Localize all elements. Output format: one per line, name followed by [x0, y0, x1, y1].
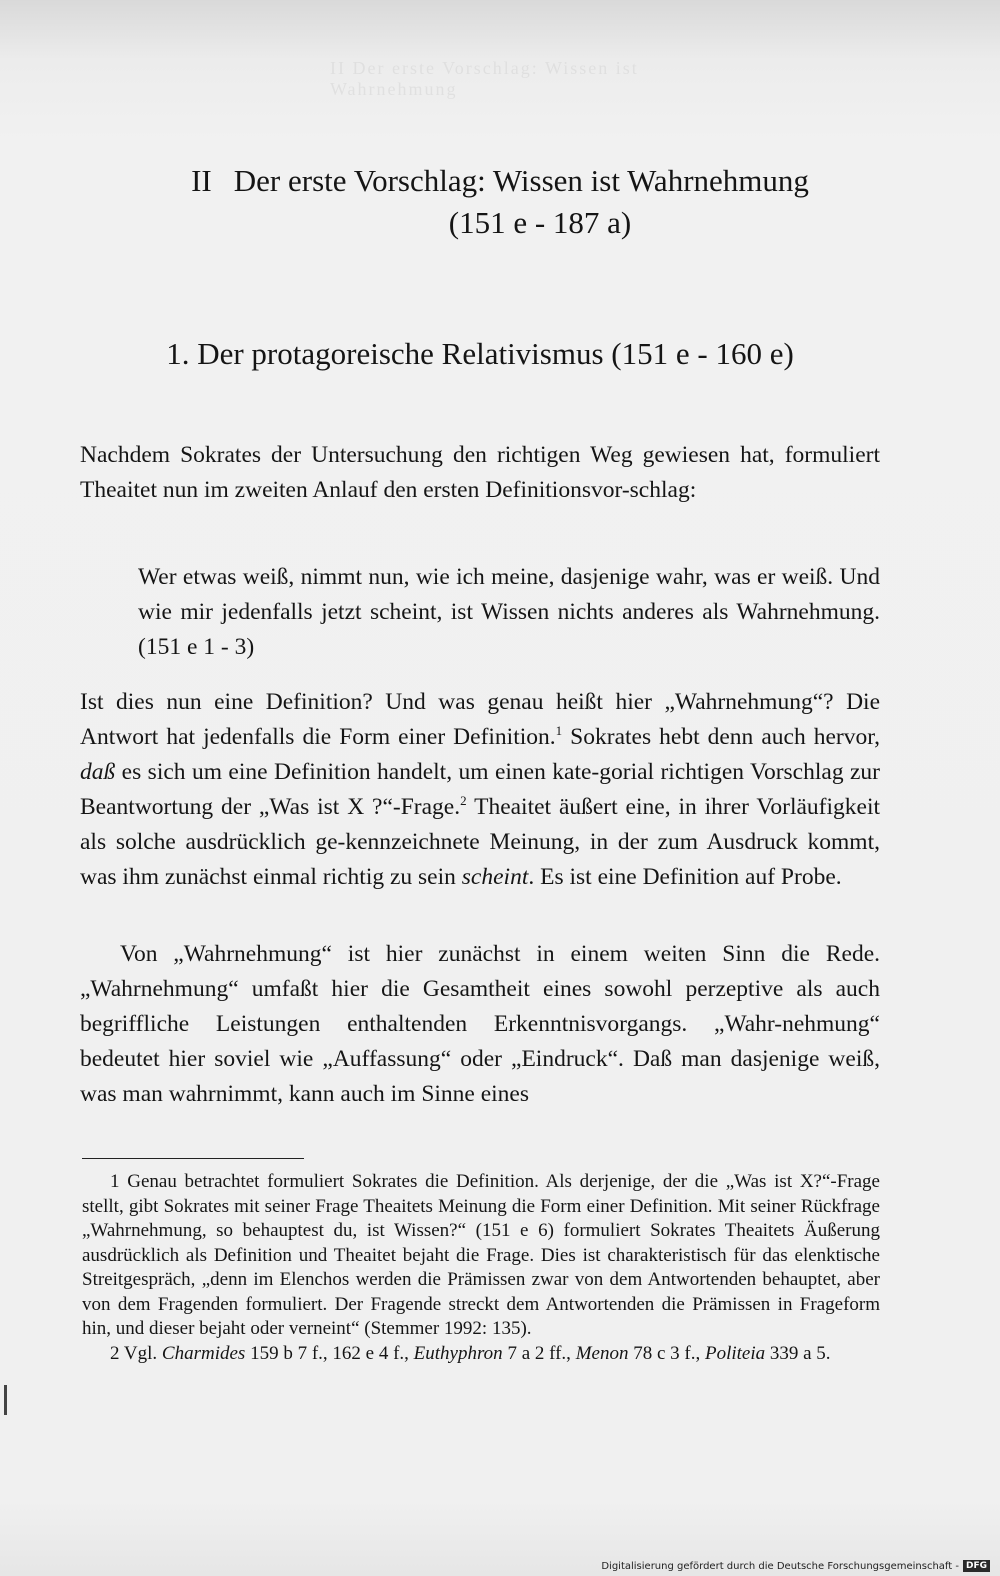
- footnote-ref-2: 2: [460, 793, 467, 809]
- chapter-range: (151 e - 187 a): [448, 205, 632, 240]
- footnote-text: 2 Vgl.: [110, 1342, 162, 1364]
- paragraph-wahrnehmung: Von „Wahrnehmung“ ist hier zunächst in einem weiten Sinn die Rede. „Wahrnehmung“ umfaßt hier die Gesamtheit eines sowohl perzeptive als auch begriffliche Leistungen enthaltenden Erkenntnisvorgangs. „Wahr-nehmung“ bedeutet hier soviel wie „Auffassung“ oder „Eindruck“. Daß man dasjenige weiß, was man wahrnimmt, kann auch im Sinne eines: [80, 941, 880, 1107]
- chapter-number: II: [191, 163, 212, 198]
- work-title: Charmides: [161, 1342, 246, 1364]
- chapter-title-text: Der erste Vorschlag: Wissen ist Wahrnehmung: [233, 163, 809, 198]
- paragraph-text: Ist dies nun eine Definition? Und was genau heißt hier „Wahrnehmung“? Die Antwort hat jedenfalls die Form einer Definition.: [80, 689, 880, 750]
- paragraph-text: es sich um eine Definition handelt, um einen kate-gorial richtigen Vorschlag zur Beantwortung der „Was ist X ?“-Frage.: [80, 759, 880, 820]
- section-title: 1. Der protagoreische Relativismus (151 e - 160 e): [166, 336, 794, 371]
- footnote-ref-1: 1: [555, 723, 563, 739]
- work-title: Menon: [575, 1342, 629, 1364]
- footnote-text: 339 a 5.: [765, 1342, 831, 1364]
- block-quote: Wer etwas weiß, nimmt nun, wie ich meine, dasjenige wahr, was er weiß. Und wie mir jedenfalls jetzt scheint, ist Wissen nichts anderes als Wahrnehmung. (151 e 1 - 3): [138, 564, 880, 660]
- footnote-text: 78 c 3 f.,: [628, 1342, 705, 1364]
- paragraph-intro: Nachdem Sokrates der Untersuchung den richtigen Weg gewiesen hat, formuliert Theaitet nun im zweiten Anlauf den ersten Definitionsvor-schlag:: [80, 442, 880, 503]
- footnote-text: 7 a 2 ff.,: [502, 1342, 576, 1364]
- digitization-footer: [601, 1560, 990, 1572]
- footnotes: [82, 1170, 880, 1366]
- paragraph-definition: [80, 685, 880, 895]
- paragraph-text: Sokrates hebt denn auch hervor,: [562, 724, 880, 750]
- work-title: Euthyphron: [413, 1342, 503, 1364]
- chapter-title-line: [0, 160, 1000, 202]
- paragraph-text: . Es ist eine Definition auf Probe.: [528, 864, 842, 890]
- footnote-text: 159 b 7 f., 162 e 4 f.,: [245, 1342, 414, 1364]
- footer-text: Digitalisierung gefördert durch die Deutsche Forschungsgemeinschaft -: [601, 1560, 959, 1572]
- footnote-divider: [82, 1158, 304, 1159]
- footnote-1: 1 Genau betrachtet formuliert Sokrates die Definition. Als derjenige, der die „Was ist X?“-Frage stellt, gibt Sokrates mit seiner Frage Theaitets Meinung die Form einer Definition. Mit seiner Rückfrage „Wahrnehmung, so behauptest du, ist Wissen?“ (151 e 6) formuliert Sokrates Theaitets Äußerung ausdrücklich als Definition und Theaitet bejaht die Frage. Dies ist charakteristisch für das elenktische Streitgespräch, „denn im Elenchos werden die Prämissen zwar von dem Antwortenden behauptet, aber von dem Fragenden formuliert. Der Fragende streckt dem Antwortenden die Prämissen in Frageform hin, und dieser bejaht oder verneint“ (Stemmer 1992: 135).: [82, 1171, 880, 1339]
- footnote-2: [82, 1342, 880, 1367]
- emphasis: daß: [80, 759, 116, 785]
- chapter-title: [0, 160, 1000, 244]
- work-title: Politeia: [704, 1342, 766, 1364]
- dfg-logo: DFG: [963, 1560, 990, 1572]
- scan-edge-mark: [4, 1385, 7, 1415]
- paragraph-text: Theaitet äußert eine, in ihrer Vorläufigkeit als solche ausdrücklich ge-kennzeichnete Meinung, in der zum Ausdruck kommt, was ihm zunächst einmal richtig zu sein: [80, 794, 881, 890]
- bleed-through-running-head: II Der erste Vorschlag: Wissen ist Wahrnehmung: [330, 58, 639, 99]
- emphasis: scheint: [461, 864, 529, 890]
